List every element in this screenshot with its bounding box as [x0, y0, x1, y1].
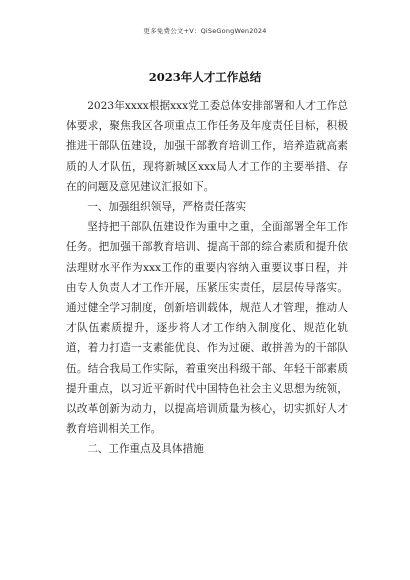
section-heading-1: 一、加强组织领导，严格责任落实 — [87, 201, 247, 214]
section-1-paragraph: 坚持把干部队伍建设作为重中之重，全面部署全年工作任务。把加强干部教育培训、提高干部的综合素质和提升依法理财水平作为xxx工作的重要内容纳入重要议事日程，并由专人负责人才工作开展，压紧压实责任，层层传导落实。通过健全学习制度，创新培训载体，规范人才管理，推动人才队伍素质提升，逐步将人才工作纳入制度化、规范化轨道，着力打造一支素能优良、作为过硬、敢拼善为的干部队伍。结合我局工作实际，着重突出科级干部、年轻干部素质提升重点，以习近平新时代中国特色社会主义思想为统领，以改革创新为动力，以提高培训质量为核心，切实抓好人才教育培训相关工作。 — [66, 221, 348, 436]
document-body — [66, 96, 348, 460]
section-heading-2: 二、工作重点及具体措施 — [87, 443, 204, 456]
intro-paragraph: 2023年xxxx根据xxx党工委总体安排部署和人才工作总体要求，聚焦我区各项重点工作任务及年度责任目标，积极推进干部队伍建设，加强干部教育培训工作，培养造就高素质的人才队伍，现将新城区xxx局人才工作的主要举措、存在的问题及意见建议汇报如下。 — [66, 100, 348, 193]
document-title: 2023年人才工作总结 — [148, 70, 262, 84]
header-note: 更多免费公文+V：QiSeGongWen2024 — [143, 27, 267, 35]
